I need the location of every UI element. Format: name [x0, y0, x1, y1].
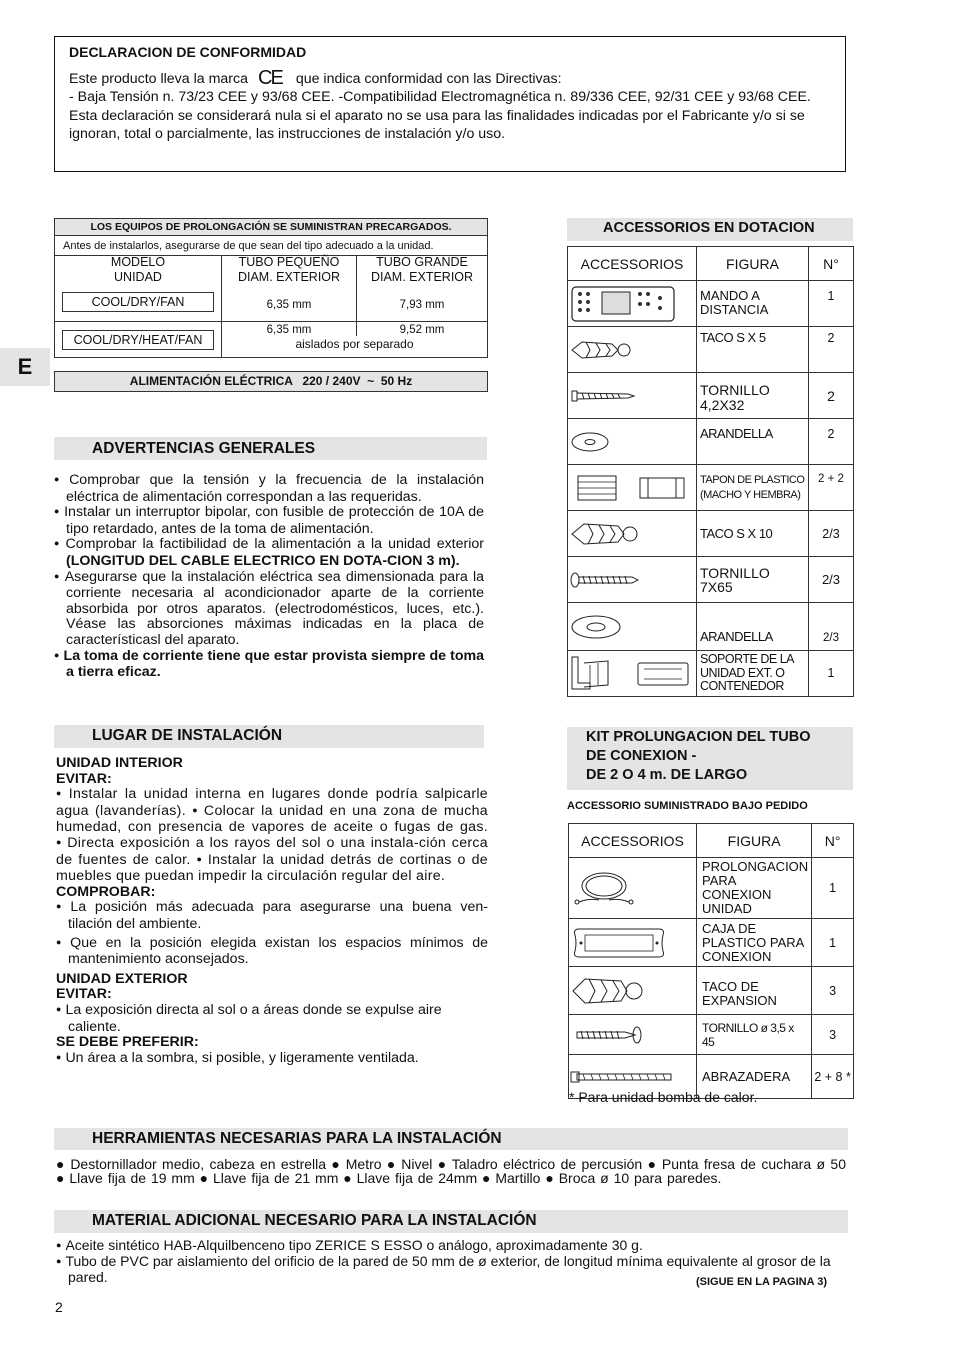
evitar-paragraph: ● Instalar la unidad interna en lugares donde podría salpicarle agua (lavanderías). ● Colocar la unidad en una zona de mucha humedad, con presencia de vapores de aceite o fugas de gas. ● Directa exposición a los rayos del sol o una instala-ción cerca de fuentes de calor. ● Instalar la unidad detrás de cortinas o de muebles que puedan impedir la circulación regular del aire.	[56, 787, 488, 885]
insulation-note: aislados por separado	[295, 337, 414, 351]
table-row: TAPON DE PLASTICO (MACHO Y HEMBRA) 2 + 2	[568, 465, 854, 511]
declaration-title: DECLARACION DE CONFORMIDAD	[69, 44, 307, 60]
table-row: CAJA DE PLASTICO PARA CONEXION 1	[569, 919, 854, 967]
column-header: FIGURA	[697, 247, 809, 281]
table-row: TORNILLO 7X65 2/3	[568, 557, 854, 603]
table-row: ARANDELLA 2/3	[568, 603, 854, 651]
list-item: ● Aceite sintético HAB-Alquilbenceno tipo ZERICE S ESSO o análogo, aproximadamente 30 g.	[56, 1238, 848, 1254]
column-header: ACCESSORIOS	[569, 824, 697, 858]
model-column-header: MODELO UNIDAD COOL/DRY/FAN	[55, 256, 222, 322]
table-row: TORNILLO 4,2X32 2	[568, 373, 854, 419]
model-label-cool-dry-fan: COOL/DRY/FAN	[62, 292, 214, 312]
table-row: SOPORTE DE LA UNIDAD EXT. O CONTENEDOR 1	[568, 651, 854, 697]
advertencias-list	[54, 473, 484, 681]
declaration-line3: Esta declaración se considerará nula si el aparato no se usa para las finalidades indicadas por el Fabricante y/o si se ignoran, total o parcialmente, las instrucciones de instalación y/o uso.	[69, 107, 805, 142]
ce-mark-icon: CE	[258, 66, 282, 89]
screw-icon	[568, 373, 697, 419]
plastic-box-icon	[569, 919, 697, 967]
list-item: ● Tubo de PVC par aislamiento del orificio de la pared de 50 mm de ø exterior, de longitud mínima equivalente al grosor de la pared.	[56, 1254, 848, 1284]
herramientas-text: ● Destornillador medio, cabeza en estrella ● Metro ● Nivel ● Taladro eléctrico de percusión ● Punta fresa de cuchara ø 50 ● Llave fija de 19 mm ● Llave fija de 21 mm ● Llave fija de 24mm ● Martillo ● Broca ø 10 para paredes.	[56, 1156, 846, 1186]
list-item: ● Instalar un interruptor bipolar, con fusible de protección de 10A de tipo retardado, antes de la toma de alimentación.	[54, 505, 484, 537]
accesorios-table	[567, 246, 854, 697]
screw-icon	[569, 1015, 697, 1055]
table-row: TORNILLO ø 3,5 x 45 3	[569, 1015, 854, 1055]
table-row: MANDO A DISTANCIA 1	[568, 281, 854, 327]
lugar-content: UNIDAD INTERIOR EVITAR: ● Instalar la unidad interna en lugares donde podría salpicarle agua (lavanderías). ● Colocar la unidad en una zona de mucha humedad, con presencia de vapores de aceite o fugas de gas. ● Directa exposición a los rayos del sol o una instala-ción cerca de fuentes de calor. ● Instalar la unidad detrás de cortinas o de muebles que puedan impedir la circulación regular del aire. COMPROBAR: ● La posición más adecuada para asegurarse una buena ven-tilación del ambiente. ● Que en la posición elegida existan los espacios mínimos de mantenimiento aconsejados. UNIDAD EXTERIOR EVITAR: ● La exposición directa al sol o a áreas donde se expulse aire caliente. SE DEBE PREFERIR: ● Un área a la sombra, si posible, y ligeramente ventilada.	[56, 756, 488, 1067]
column-header: FIGURA	[697, 824, 812, 858]
model-label-cool-dry-heat-fan: COOL/DRY/HEAT/FAN	[62, 330, 214, 350]
continue-note: (SIGUE EN LA PAGINA 3)	[696, 1276, 827, 1288]
kit-subtitle: ACCESSORIO SUMINISTRADO BAJO PEDIDO	[567, 800, 808, 812]
wall-plug-icon	[568, 511, 697, 557]
column-header: N°	[812, 824, 854, 858]
language-tab: E	[0, 348, 50, 386]
list-item: ● Un área a la sombra, si posible, y ligeramente ventilada.	[56, 1051, 488, 1068]
heat-row-values: 6,35 mm 9,52 mm aislados por separado	[222, 322, 488, 358]
declaration-line2: - Baja Tensión n. 73/23 CEE y 93/68 CEE. -Compatibilidad Electromagnética n. 89/336 CEE, 92/31 CEE y 93/68 CEE.	[69, 89, 811, 105]
screw-icon	[568, 557, 697, 603]
list-item: ● Comprobar que la tensión y la frecuencia de la instalación eléctrica de alimentación correspondan a las requeridas.	[54, 473, 484, 505]
column-header: ACCESSORIOS	[568, 247, 697, 281]
table-row: ARANDELLA 2	[568, 419, 854, 465]
power-supply-bar: ALIMENTACIÓN ELÉCTRICA 220 / 240V ~ 50 Hz	[54, 371, 488, 392]
prolongation-table	[54, 218, 488, 358]
table-row: ABRAZADERA 2 + 8 *	[569, 1055, 854, 1099]
declaration-line1: Este producto lleva la marca CE que indica conformidad con las Directivas:	[69, 66, 562, 89]
advertencias-heading: ADVERTENCIAS GENERALES	[54, 437, 487, 460]
kit-table	[568, 823, 854, 1099]
declaration-box	[54, 36, 846, 172]
page-number: 2	[55, 1299, 63, 1315]
model-row-heat	[55, 322, 222, 358]
material-heading: MATERIAL ADICIONAL NECESARIO PARA LA INSTALACIÓN	[54, 1210, 848, 1233]
wall-plug-icon	[568, 327, 697, 373]
lugar-heading: LUGAR DE INSTALACIÓN	[54, 725, 484, 748]
list-item: ● La toma de corriente tiene que estar provista siempre de toma a tierra eficaz.	[54, 649, 484, 681]
accesorios-heading: ACCESSORIOS EN DOTACION	[567, 218, 853, 241]
list-item: ● Asegurarse que la instalación eléctrica sea dimensionada para la corriente necesaria al acondicionador aparte de la corriente absorbida por otros aparatos. (electrodomésticos, luces, etc.). Véase las absorciones máximas indicadas en la placa de característicasl del aparato.	[54, 570, 484, 649]
wall-plug-icon	[569, 967, 697, 1015]
column-header: N°	[809, 247, 854, 281]
remote-control-icon	[568, 281, 697, 327]
bracket-icon	[568, 651, 697, 697]
table-row: PROLONGACION PARA CONEXION UNIDAD 1	[569, 858, 854, 919]
coiled-tube-icon	[569, 858, 697, 919]
small-tube-header: TUBO PEQUEÑO DIAM. EXTERIOR 6,35 mm	[222, 256, 357, 322]
prolongation-subheader: Antes de instalarlos, asegurarse de que sean del tipo adecuado a la unidad.	[55, 236, 488, 256]
kit-footnote: * Para unidad bomba de calor.	[569, 1089, 758, 1105]
washer-icon	[568, 603, 697, 651]
table-row: TACO S X 5 2	[568, 327, 854, 373]
herramientas-heading: HERRAMIENTAS NECESARIAS PARA LA INSTALACIÓN	[54, 1128, 848, 1150]
kit-heading: KIT PROLUNGACION DEL TUBO DE CONEXION - DE 2 O 4 m. DE LARGO	[567, 727, 853, 790]
table-row: TACO DE EXPANSION 3	[569, 967, 854, 1015]
plastic-plug-icon	[568, 465, 697, 511]
prolongation-header: LOS EQUIPOS DE PROLONGACIÓN SE SUMINISTRAN PRECARGADOS.	[55, 219, 488, 236]
list-item: ● Que en la posición elegida existan los espacios mínimos de mantenimiento aconsejados.	[56, 936, 488, 968]
table-row: TACO S X 10 2/3	[568, 511, 854, 557]
list-item: ● La exposición directa al sol o a áreas donde se expulse aire caliente.	[56, 1003, 488, 1035]
large-tube-header: TUBO GRANDE DIAM. EXTERIOR 7,93 mm	[357, 256, 488, 322]
list-item: ● Comprobar la factibilidad de la alimentación a la unidad exterior (LONGITUD DEL CABLE ELECTRICO EN DOTA-CION 3 m).	[54, 537, 484, 569]
washer-icon	[568, 419, 697, 465]
list-item: ● La posición más adecuada para asegurarse una buena ven-tilación del ambiente.	[56, 900, 488, 932]
